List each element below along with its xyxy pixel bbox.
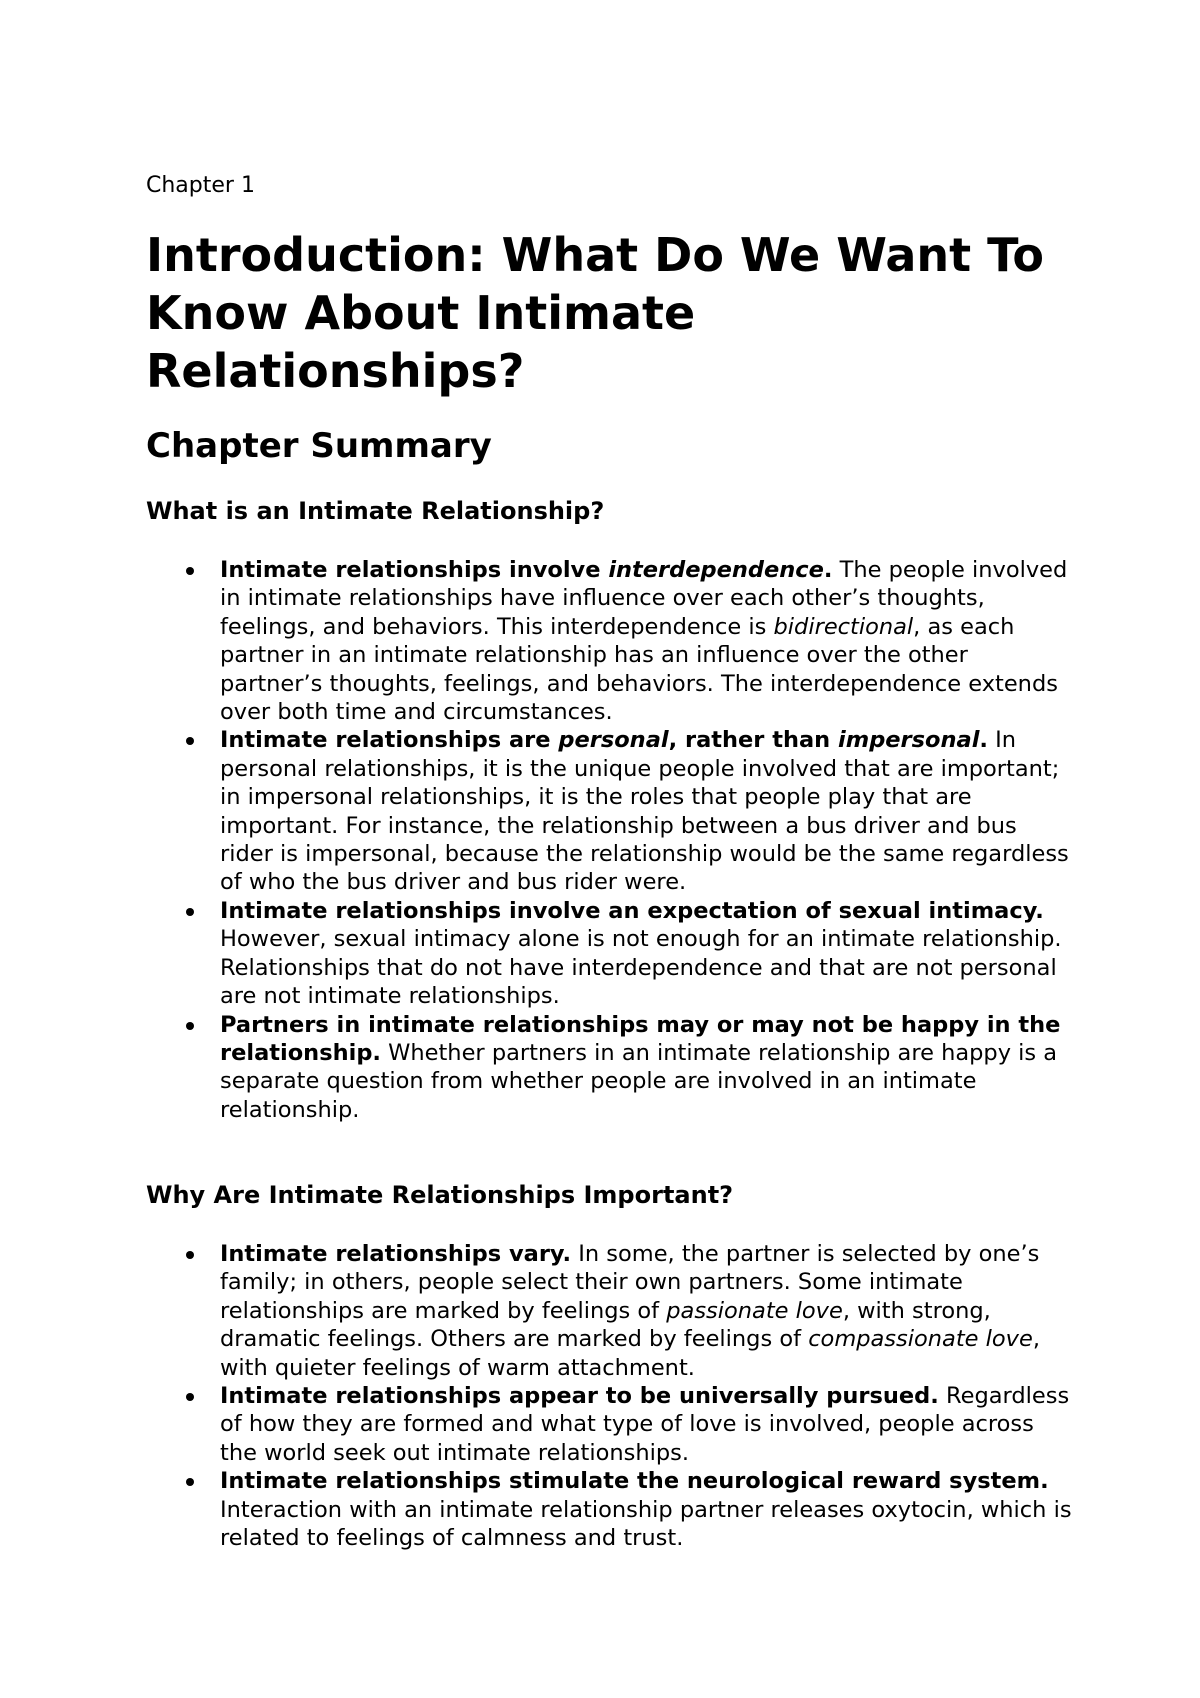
bullet-icon — [186, 1393, 194, 1401]
chapter-label: Chapter 1 — [146, 173, 255, 198]
bullet-icon — [186, 1022, 194, 1030]
bullet-lead: Partners in intimate relationships may or may not be happy in the relationship. — [220, 1011, 1061, 1066]
bullet-icon — [186, 1478, 194, 1486]
list-item — [146, 1011, 1076, 1125]
bullet-text: , with strong, dramatic feelings. Others are marked by feelings of — [220, 1297, 991, 1353]
bullet-text: In some, the partner is selected by one’s family; in others, people select their own partners. Some intimate relationships are marked by feelings of — [220, 1241, 1040, 1324]
list-item — [146, 1240, 1076, 1382]
bullet-lead: Intimate relationships vary. — [220, 1241, 572, 1267]
bullet-lead: . — [979, 727, 988, 754]
bullet-icon — [186, 908, 194, 916]
bullet-list-why-important — [146, 1240, 1076, 1552]
list-item — [146, 1382, 1076, 1467]
list-item — [146, 556, 1076, 726]
bullet-text: Regardless of how they are formed and what type of love is involved, people across the world seek out intimate relationships. — [220, 1383, 1070, 1466]
bullet-lead-emphasis: personal — [558, 727, 669, 754]
bullet-icon — [186, 1251, 194, 1259]
list-item — [146, 726, 1076, 896]
bullet-lead-emphasis: impersonal — [838, 727, 980, 754]
bullet-lead-emphasis: interdependence — [608, 557, 824, 583]
bullet-lead: Intimate relationships involve an expectation of sexual intimacy. — [220, 897, 1044, 924]
bullet-lead: Intimate relationships involve — [220, 557, 609, 583]
bullet-icon — [186, 567, 194, 575]
bullet-text: , as each partner in an intimate relationship has an influence over the other partner’s thoughts, feelings, and behaviors. The interdependence extends over both time and circumstances. — [220, 613, 1058, 726]
bullet-lead: Intimate relationships appear to be universally pursued. — [220, 1383, 939, 1410]
bullet-lead: . — [823, 557, 833, 583]
list-item — [146, 897, 1076, 1011]
bullet-text: The people involved in intimate relationships have influence over each other’s thoughts, feelings, and behaviors. This interdependence is — [220, 557, 1068, 640]
bullet-list-what-is — [146, 556, 1076, 1124]
bullet-text: In personal relationships, it is the unique people involved that are important; in impersonal relationships, it is the roles that people play that are important. For instance, the relationship between a bus driver and bus rider is impersonal, because the relationship would be the same regardless of who the bus driver and bus rider were. — [220, 727, 1069, 896]
document-title: Introduction: What Do We Want To Know About Intimate Relationships? — [146, 228, 1045, 398]
bullet-text: However, sexual intimacy alone is not enough for an intimate relationship. Relationships that do not have interdependence and that are not personal are not intimate relationships. — [220, 926, 1062, 1010]
bullet-text-emphasis: compassionate love — [808, 1326, 1033, 1353]
bullet-text: , with quieter feelings of warm attachment. — [220, 1326, 1040, 1381]
bullet-lead: Intimate relationships stimulate the neurological reward system. — [220, 1468, 1049, 1495]
bullet-lead: Intimate relationships are — [220, 727, 559, 754]
bullet-text: Whether partners in an intimate relationship are happy is a separate question from whether people are involved in an intimate relationship. — [220, 1039, 1058, 1123]
section-heading-what-is: What is an Intimate Relationship? — [146, 497, 605, 525]
bullet-text: Interaction with an intimate relationship partner releases oxytocin, which is related to feelings of calmness and trust. — [220, 1496, 1072, 1552]
bullet-icon — [186, 737, 194, 745]
bullet-text-emphasis: bidirectional — [773, 613, 914, 640]
list-item — [146, 1467, 1076, 1552]
bullet-lead: , rather than — [668, 727, 839, 754]
bullet-text-emphasis: passionate love — [666, 1297, 843, 1324]
section-heading-why-important: Why Are Intimate Relationships Important? — [146, 1181, 734, 1209]
chapter-summary-heading: Chapter Summary — [146, 426, 492, 466]
